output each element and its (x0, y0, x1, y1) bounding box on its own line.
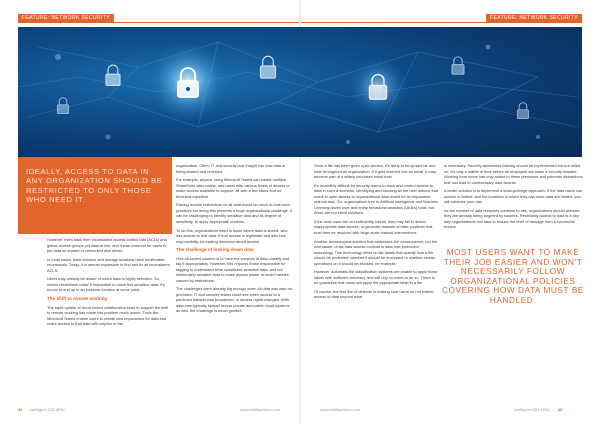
pullquote-left: IDEALLY, ACCESS TO DATA IN ANY ORGANIZATION SHOULD BE RESTRICTED TO ONLY THOSE WHO NEED IT. (18, 157, 172, 234)
subheading: The challenge of locking down data (176, 247, 254, 253)
paragraph: The challenges were already big enough when all data was kept on-premises. IT and security teams could see when access to a particular dataset was broadened, or access rights changed. With data now typically spread across private and public cloud systems as well, the challenge is much greater. (176, 286, 294, 314)
paragraph: organization. Often, IT and security lack insight into how data is being shared and received. (176, 163, 285, 174)
paragraph: To do this, organizations need to know where data is stored, who has access to that data, if that access is legitimate and who has responsibility for making decisions about access. (176, 227, 288, 244)
pullquote-right: MOST USERS WANT TO MAKE THEIR JOB EASIER AND WON'T NECESSARILY FOLLOW ORGANIZATIONAL POLICIES COVERING HOW DATA MUST BE HANDLED. (442, 248, 584, 305)
footer-left (18, 407, 66, 412)
text-column-1 (47, 237, 171, 330)
text-column-2 (176, 163, 294, 317)
paragraph: If the tools used are not sufficiently robust, they may fail to detect inappropriate data access, or generate masses of false positives that trust then be resolved with large-scale manual interventions. (314, 218, 433, 235)
paragraph: Once a file has been given open access, it's likely to be spread far and wide throughout an organization. If it gets inserted into an email, it may become part of a widely circulated email train. (314, 163, 436, 179)
paragraph: is necessary. Security awareness training should be implemented but not relied on. It's only a matter of time before an employee will make a security mistake. Working from home has only added to these pressures and potential distractions that can lead to unnecessary data access. (444, 163, 583, 185)
subheading: The shift to remote working (47, 296, 108, 302)
brand-logo-right: intelligent CIO APAC (514, 407, 551, 412)
paragraph: However, automatic file classification systems are unable to apply these labels with sufficient accuracy, and still rely on users to do so. There is no guarantee that users will apply the appropriate label to a file. (314, 269, 438, 286)
paragraph: Another technological solution that addresses the consequence, not the root cause, of lax data access controls is data loss protection technology. This technology relies on file labels that specify how a file should be protected: whether it should be encrypted or whether certain operations on it should be blocked, for example. (314, 238, 438, 266)
section-rule-right (300, 22, 582, 23)
footer-url-right: www.intelligentcio.com (320, 407, 361, 412)
paragraph: Placing access restrictions on all data would do much to curb such practices but doing this presents a huge organizational challenge. It can be challenging to identify sensitive data and its degree of sensitivity, to apply appropriate controls. (176, 202, 293, 224)
paragraph: Of course, the first line of defense is making sure users do not extend access to data beyond what (314, 288, 434, 300)
paragraph: It's incredibly difficult for security teams to track and control access to data in such a scenario. Identifying and blocking all the user actions that result in open access to organizational data would be an impossible manual task. So, organizations turn to Artificial Intelligence and Machine Learning-driven user and entity behavioral analytics (UEBA) tools, but these are not silent solutions. (314, 182, 438, 216)
paragraph: For example, anyone using Microsoft Teams can create multiple SharePoint sites online, add users with various levels of access or make access available to anyone: all with a few clicks and no technical expertise. (176, 177, 290, 199)
page-number-left: 42 (18, 407, 23, 412)
text-column-3 (314, 163, 438, 303)
paragraph: The rapid uptake of cloud-based collaboration tools to support the shift to remote working has made this problem much worse. Tools like Microsoft Teams enable users to create new repositories for data and share access to that data with anyone in the (47, 304, 169, 327)
footer-right (514, 407, 562, 412)
paragraph: However, even back then inconsistent access control lists (ACLs) and global access groups put data at risk, and it was common for users to put data on shared or networked disk drives. (47, 237, 167, 253)
hero-image-network-locks (18, 27, 582, 157)
network-padlock-illustration (18, 27, 582, 157)
page-number-right: 43 (557, 407, 563, 412)
paragraph: In most cases, data volumes and storage locations have proliferated enormously. Today, it is almost impossible to find and fix all inconsistent ACLS. (47, 256, 170, 273)
paragraph: Users may already be aware of which data is highly sensitive. So, unless restrictions make it impossible to move this sensitive data, it's bound to end up in an insecure location at some point. (47, 276, 165, 293)
section-label-right: FEATURE: NETWORK SECURITY (486, 14, 582, 22)
paragraph: As the number of data breaches continue to rise, organizations should assume they are already being targeted by hackers. Restricting access to data is a key step organizations can take to reduce the level of damage from a successful breach. (444, 207, 580, 230)
brand-logo-left: intelligent CIO APAC (29, 407, 67, 412)
section-label-left: FEATURE: NETWORK SECURITY (18, 14, 114, 22)
paragraph: One oft-touted solution is to have the creators of data classify and tag it appropriately. However, this requires those responsible for tagging to understand what constitutes sensitive data, and not deliberately mislabel data to make access easier to avoid hassles caused by restrictions. (176, 255, 290, 283)
footer-url-left: www.intelligentcio.com (240, 407, 281, 412)
text-column-4 (444, 163, 584, 233)
paragraph: A better solution is to implement a least-privilege approach. If the data users can access is limited, and the locations in which they can store data are limited, you will minimize your risk. (444, 188, 583, 205)
section-rule-left (18, 22, 300, 23)
